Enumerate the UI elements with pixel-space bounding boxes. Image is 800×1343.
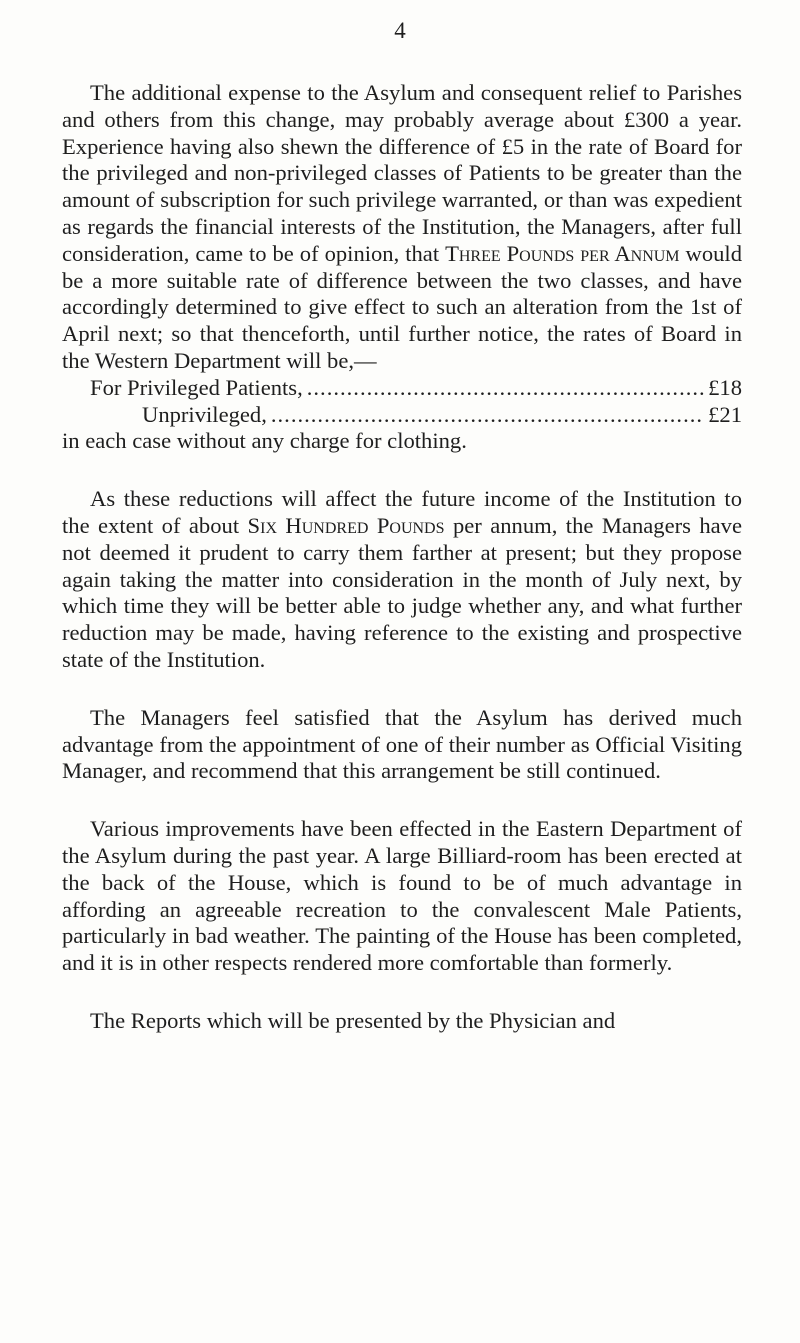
- rate-row-unprivileged: [62, 402, 742, 429]
- rates-list: [62, 375, 742, 455]
- page-number: 4: [394, 18, 406, 43]
- paragraph-before: As these reductions will affect the future income of the Institution to the extent of about: [62, 486, 742, 538]
- paragraph-continuation: would be a more suitable rate of difference between the two classes, and have accordingly determined to give effect to such an alteration from the 1st of April next; so that thenceforth, until further notice, the rates of Board in the Western Department will be,—: [62, 240, 742, 373]
- body-text: [62, 80, 742, 1035]
- rate-label: For Privileged Patients,: [90, 374, 303, 400]
- emphasis-three-pounds: Three Pounds per Annum: [445, 240, 680, 266]
- rate-amount: £21: [708, 401, 742, 427]
- rates-closing: in each case without any charge for clothing.: [62, 428, 467, 454]
- rate-label: Unprivileged,: [142, 401, 267, 427]
- paragraph-visiting-manager: The Managers feel satisfied that the Asylum has derived much advantage from the appointment of one of their number as Official Visiting Manager, and recommend that this arrangement be still continued.: [62, 704, 742, 784]
- paragraph-after: per annum, the Managers have not deemed it prudent to carry them farther at present; but they propose again taking the matter into consideration in the month of July next, by which time they will be better able to judge whether any, and what further reduction may be made, having reference to the existing and prospective state of the Institution.: [62, 512, 742, 672]
- emphasis-six-hundred-pounds: Six Hundred Pounds: [247, 512, 445, 538]
- paragraph-reductions: [62, 486, 742, 674]
- paragraph-reports: The Reports which will be presented by the Physician and: [90, 1007, 616, 1033]
- paragraph-improvements: Various improvements have been effected in the Eastern Department of the Asylum during the past year. A large Billiard-room has been erected at the back of the House, which is found to be of much advantage in affording an agreeable recreation to the convalescent Male Patients, particularly in bad weather. The painting of the House has been completed, and it is in other respects rendered more comfortable than formerly.: [62, 816, 742, 976]
- paragraph-intro: The additional expense to the Asylum and consequent relief to Parishes and others from this change, may probably average about £300 a year. Experience having also shewn the difference of £5 in the rate of Board for the privileged and non-privileged classes of Patients to be greater than the amount of subscription for such privilege warranted, or than was expedient as regards the financial interests of the Institution, the Managers, after full consideration, came to be of opinion, that: [62, 80, 742, 266]
- dot-leader: [271, 402, 704, 429]
- paragraph-board-rates: [62, 80, 742, 375]
- rate-row-privileged: [62, 375, 742, 402]
- rate-amount: £18: [708, 374, 742, 400]
- dot-leader: [307, 375, 704, 402]
